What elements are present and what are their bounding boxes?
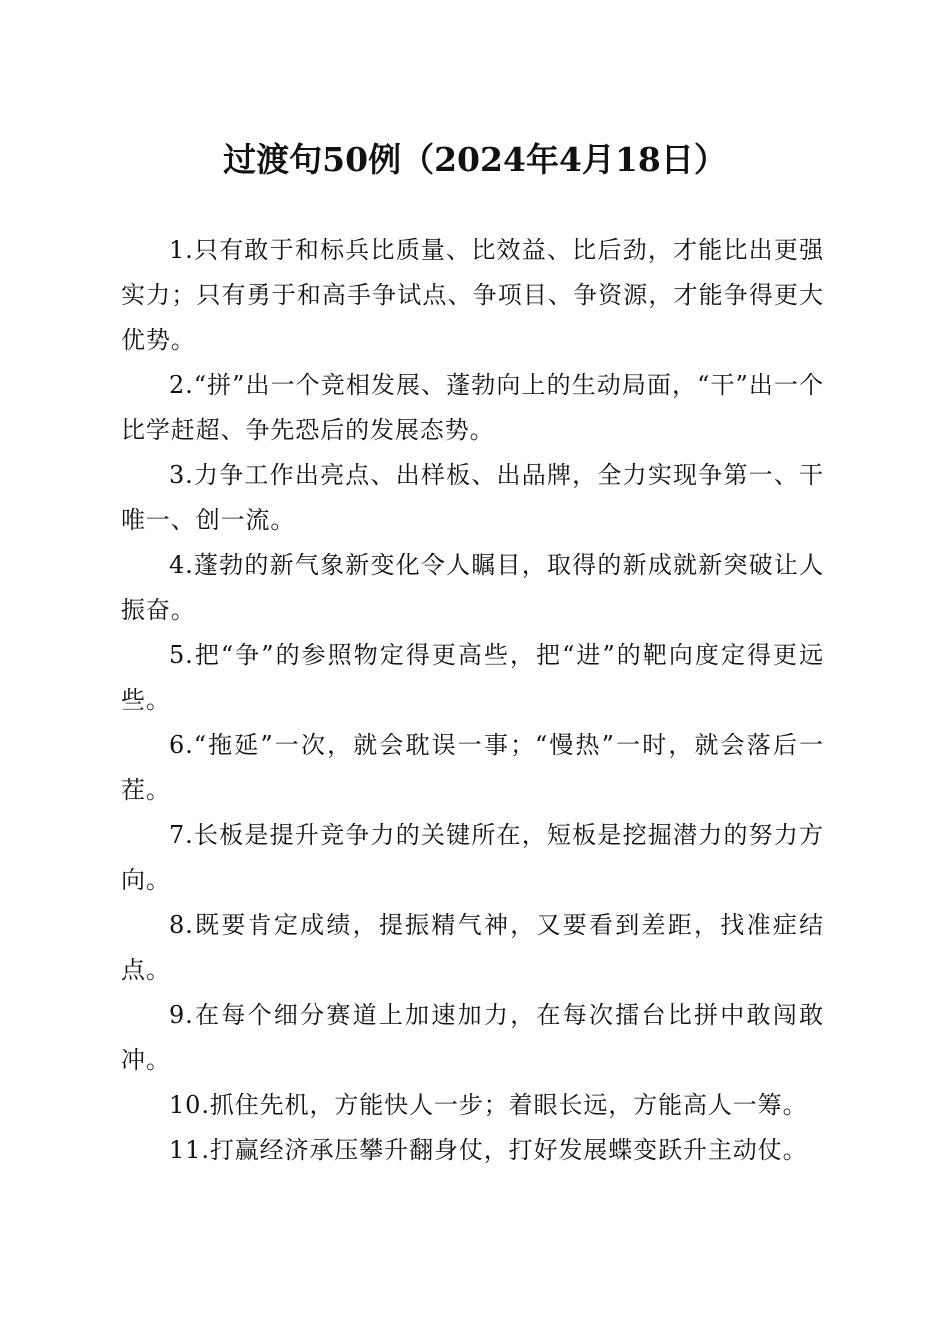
paragraph-6: 6.“拖延”一次，就会耽误一事；“慢热”一时，就会落后一茬。 xyxy=(121,731,824,804)
paragraph-7: 7.长板是提升竞争力的关键所在，短板是挖掘潜力的努力方向。 xyxy=(121,821,824,894)
paragraph-4: 4.蓬勃的新气象新变化令人瞩目，取得的新成就新突破让人振奋。 xyxy=(121,551,824,624)
paragraph-5: 5.把“争”的参照物定得更高些，把“进”的靶向度定得更远些。 xyxy=(121,641,824,714)
paragraph-1: 1.只有敢于和标兵比质量、比效益、比后劲，才能比出更强实力；只有勇于和高手争试点、争项目、争资源，才能争得更大优势。 xyxy=(121,236,824,354)
paragraph-3: 3.力争工作出亮点、出样板、出品牌，全力实现争第一、干唯一、创一流。 xyxy=(121,461,824,534)
paragraph-11: 11.打赢经济承压攀升翻身仗，打好发展蝶变跃升主动仗。 xyxy=(169,1136,808,1164)
paragraph-8: 8.既要肯定成绩，提振精气神，又要看到差距，找准症结点。 xyxy=(121,911,824,984)
paragraph-2: 2.“拼”出一个竞相发展、蓬勃向上的生动局面，“干”出一个比学赶超、争先恐后的发展态势。 xyxy=(121,371,824,444)
document-body xyxy=(121,228,824,1173)
document-title: 过渡句50例（2024年4月18日） xyxy=(223,140,727,179)
paragraph-9: 9.在每个细分赛道上加速加力，在每次擂台比拼中敢闯敢冲。 xyxy=(121,1001,824,1074)
paragraph-10: 10.抓住先机，方能快人一步；着眼长远，方能高人一筹。 xyxy=(169,1091,808,1119)
